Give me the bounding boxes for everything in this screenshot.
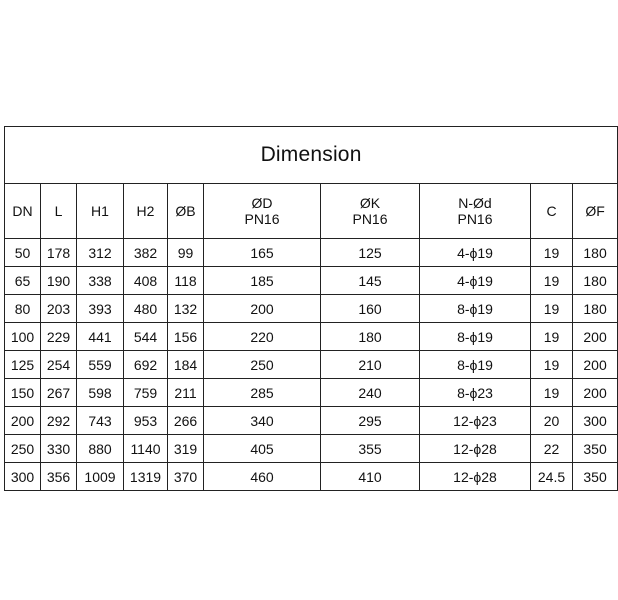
table-cell: 544 — [124, 323, 168, 351]
table-cell: 19 — [531, 379, 573, 407]
table-cell: 410 — [321, 463, 420, 491]
table-cell: 200 — [573, 379, 618, 407]
table-cell: 480 — [124, 295, 168, 323]
table-cell: 1319 — [124, 463, 168, 491]
table-cell: 200 — [573, 351, 618, 379]
column-header-line: PN16 — [457, 211, 493, 227]
column-header — [77, 184, 124, 239]
table-cell: 300 — [573, 407, 618, 435]
column-header-line: ØD — [251, 195, 273, 211]
table-cell: 382 — [124, 239, 168, 267]
table-cell: 8-ϕ19 — [420, 351, 531, 379]
table-cell: 250 — [5, 435, 41, 463]
table-cell: 292 — [41, 407, 77, 435]
table-cell: 180 — [573, 239, 618, 267]
column-header-line: ØF — [585, 203, 605, 219]
table-cell: 145 — [321, 267, 420, 295]
column-header — [41, 184, 77, 239]
table-cell: 125 — [321, 239, 420, 267]
table-cell: 405 — [204, 435, 321, 463]
column-header-line: ØK — [359, 195, 381, 211]
table-cell: 1009 — [77, 463, 124, 491]
table-cell: 220 — [204, 323, 321, 351]
table-cell: 50 — [5, 239, 41, 267]
table-cell: 200 — [204, 295, 321, 323]
table-cell: 759 — [124, 379, 168, 407]
table-cell: 743 — [77, 407, 124, 435]
column-header-line: PN16 — [352, 211, 388, 227]
table-cell: 250 — [204, 351, 321, 379]
column-header — [124, 184, 168, 239]
column-header — [204, 184, 321, 239]
table-cell: 165 — [204, 239, 321, 267]
column-header-line: PN16 — [244, 211, 280, 227]
column-header-line: ØB — [175, 203, 196, 219]
table-cell: 4-ϕ19 — [420, 239, 531, 267]
table-row — [5, 463, 618, 491]
table-cell: 200 — [5, 407, 41, 435]
table-cell: 355 — [321, 435, 420, 463]
table-cell: 210 — [321, 351, 420, 379]
table-cell: 953 — [124, 407, 168, 435]
table-cell: 441 — [77, 323, 124, 351]
table-cell: 267 — [41, 379, 77, 407]
table-cell: 19 — [531, 323, 573, 351]
table-cell: 4-ϕ19 — [420, 267, 531, 295]
table-cell: 460 — [204, 463, 321, 491]
table-cell: 150 — [5, 379, 41, 407]
column-header — [168, 184, 204, 239]
table-cell: 880 — [77, 435, 124, 463]
table-row — [5, 351, 618, 379]
table-cell: 393 — [77, 295, 124, 323]
table-cell: 99 — [168, 239, 204, 267]
table-cell: 19 — [531, 351, 573, 379]
table-cell: 190 — [41, 267, 77, 295]
column-header — [321, 184, 420, 239]
column-header — [420, 184, 531, 239]
header-row — [5, 184, 618, 239]
table-cell: 20 — [531, 407, 573, 435]
table-cell: 408 — [124, 267, 168, 295]
column-header-line: DN — [12, 203, 33, 219]
table-cell: 8-ϕ19 — [420, 323, 531, 351]
column-header — [531, 184, 573, 239]
table-cell: 350 — [573, 435, 618, 463]
table-cell: 19 — [531, 239, 573, 267]
table-title: Dimension — [5, 127, 618, 184]
table-cell: 229 — [41, 323, 77, 351]
table-cell: 100 — [5, 323, 41, 351]
table-row — [5, 295, 618, 323]
table-cell: 692 — [124, 351, 168, 379]
table-cell: 160 — [321, 295, 420, 323]
table-cell: 185 — [204, 267, 321, 295]
table-cell: 559 — [77, 351, 124, 379]
table-cell: 178 — [41, 239, 77, 267]
table-cell: 24.5 — [531, 463, 573, 491]
table-cell: 19 — [531, 295, 573, 323]
table-cell: 22 — [531, 435, 573, 463]
table-cell: 266 — [168, 407, 204, 435]
table-cell: 1140 — [124, 435, 168, 463]
column-header-line: N-Ød — [458, 195, 492, 211]
table-cell: 211 — [168, 379, 204, 407]
table-cell: 156 — [168, 323, 204, 351]
table-row — [5, 407, 618, 435]
table-cell: 132 — [168, 295, 204, 323]
table-cell: 295 — [321, 407, 420, 435]
table-cell: 12-ϕ28 — [420, 435, 531, 463]
table-row — [5, 379, 618, 407]
table-row — [5, 239, 618, 267]
table-cell: 203 — [41, 295, 77, 323]
table-cell: 338 — [77, 267, 124, 295]
dimension-table — [4, 126, 618, 491]
table-cell: 19 — [531, 267, 573, 295]
table-row — [5, 435, 618, 463]
table-cell: 319 — [168, 435, 204, 463]
table-cell: 184 — [168, 351, 204, 379]
table-cell: 180 — [573, 295, 618, 323]
table-cell: 200 — [573, 323, 618, 351]
column-header-line: L — [54, 203, 63, 219]
table-cell: 180 — [321, 323, 420, 351]
table-cell: 8-ϕ23 — [420, 379, 531, 407]
table-cell: 254 — [41, 351, 77, 379]
table-cell: 350 — [573, 463, 618, 491]
table-cell: 240 — [321, 379, 420, 407]
table-cell: 12-ϕ23 — [420, 407, 531, 435]
table-cell: 80 — [5, 295, 41, 323]
table-cell: 330 — [41, 435, 77, 463]
table-cell: 300 — [5, 463, 41, 491]
column-header-line: H2 — [136, 203, 155, 219]
table-cell: 598 — [77, 379, 124, 407]
table-row — [5, 323, 618, 351]
table-cell: 125 — [5, 351, 41, 379]
table-cell: 65 — [5, 267, 41, 295]
column-header — [5, 184, 41, 239]
table-cell: 370 — [168, 463, 204, 491]
table-cell: 312 — [77, 239, 124, 267]
column-header — [573, 184, 618, 239]
table-cell: 118 — [168, 267, 204, 295]
table-cell: 356 — [41, 463, 77, 491]
table-body — [5, 239, 618, 491]
dimension-table-container — [4, 126, 607, 491]
column-header-line: C — [546, 203, 557, 219]
table-row — [5, 267, 618, 295]
table-cell: 8-ϕ19 — [420, 295, 531, 323]
table-cell: 285 — [204, 379, 321, 407]
table-cell: 180 — [573, 267, 618, 295]
table-cell: 340 — [204, 407, 321, 435]
column-header-line: H1 — [91, 203, 109, 219]
table-cell: 12-ϕ28 — [420, 463, 531, 491]
